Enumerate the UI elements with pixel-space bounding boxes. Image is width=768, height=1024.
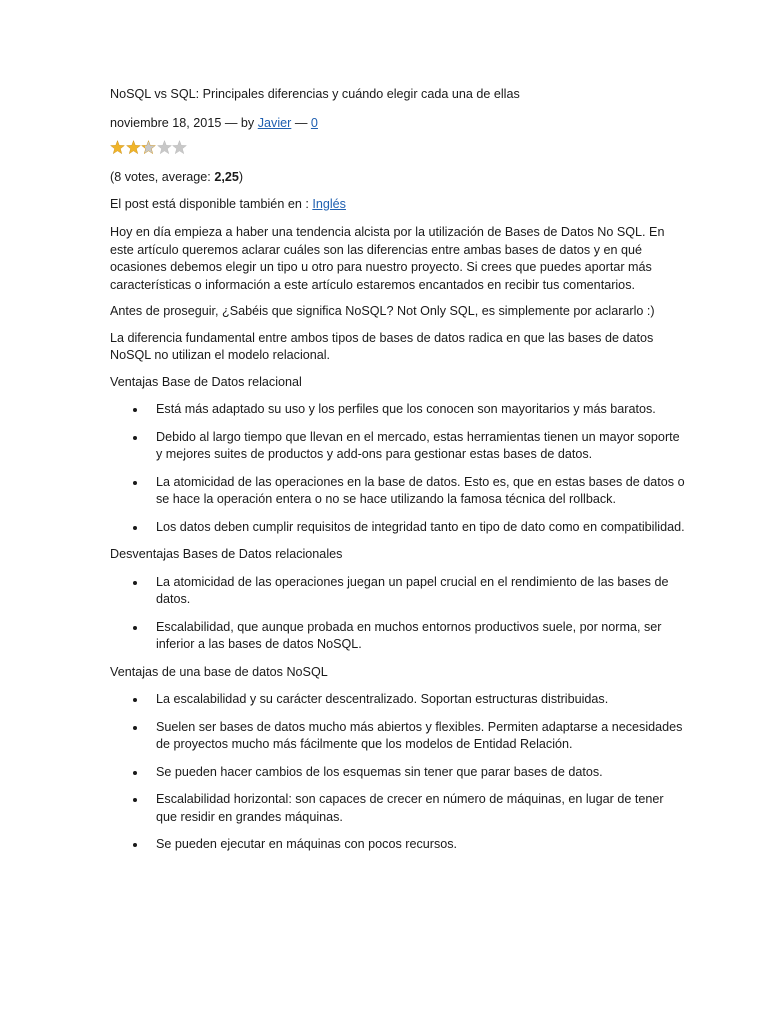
star-rating[interactable] <box>110 140 688 156</box>
section-heading: Desventajas Bases de Datos relacionales <box>110 547 343 561</box>
intro-paragraph: Hoy en día empieza a haber una tendencia alcista por la utilización de Bases de Datos No SQL. En este artículo queremos aclarar cuáles son las diferencias entre ambas bases de datos y en qué ocasiones debemos elegir un tipo u otro para nuestro proyecto. Si crees que puedes aportar más características o información a este artículo estaremos encantados en recibir tus comentarios. <box>110 225 665 292</box>
article-meta <box>110 115 688 133</box>
post-date: noviembre 18, 2015 <box>110 115 222 130</box>
article-title: NoSQL vs SQL: Principales diferencias y cuándo elegir cada una de ellas <box>110 87 520 101</box>
bullet-icon <box>133 771 137 775</box>
list-item: Debido al largo tiempo que llevan en el mercado, estas herramientas tienen un mayor soporte y mejores suites de productos y add-ons para gestionar estas bases de datos. <box>110 429 688 464</box>
list-item: Suelen ser bases de datos mucho más abiertos y flexibles. Permiten adaptarse a necesidades de proyectos mucho más fácilmente que los modelos de Entidad Relación. <box>110 719 688 754</box>
bullet-list <box>110 691 688 854</box>
section-heading: Ventajas de una base de datos NoSQL <box>110 664 328 679</box>
bullet-icon <box>133 626 137 630</box>
bullet-icon <box>133 843 137 847</box>
star-icon[interactable] <box>141 140 156 155</box>
bullet-icon <box>133 798 137 802</box>
bullet-icon <box>133 581 137 585</box>
language-english-link[interactable]: Inglés <box>312 196 346 211</box>
intro-paragraph: La diferencia fundamental entre ambos tipos de bases de datos radica en que las bases de datos NoSQL no utilizan el modelo relacional. <box>110 330 654 362</box>
star-icon[interactable] <box>126 140 141 155</box>
star-icon[interactable] <box>172 140 187 155</box>
list-item: Escalabilidad horizontal: son capaces de crecer en número de máquinas, en lugar de tener que residir en grandes máquinas. <box>110 791 688 826</box>
author-link[interactable]: Javier <box>257 115 292 130</box>
bullet-icon <box>133 526 137 530</box>
list-item: Se pueden ejecutar en máquinas con pocos recursos. <box>110 836 688 854</box>
section-heading: Ventajas Base de Datos relacional <box>110 374 302 389</box>
list-item: Los datos deben cumplir requisitos de integridad tanto en tipo de dato como en compatibilidad. <box>110 519 688 537</box>
bullet-list <box>110 574 688 654</box>
votes-summary: (8 votes, average: 2,25) <box>110 170 244 184</box>
list-item: Escalabilidad, que aunque probada en muchos entornos productivos suele, por norma, ser inferior a las bases de datos NoSQL. <box>110 619 688 654</box>
comments-count-link[interactable]: 0 <box>310 115 318 130</box>
bullet-icon <box>133 408 137 412</box>
list-item: Está más adaptado su uso y los perfiles que los conocen son mayoritarios y más baratos. <box>110 401 688 419</box>
list-item: La atomicidad de las operaciones en la base de datos. Esto es, que en estas bases de datos o se hace la operación entera o no se hace utilizando la famosa técnica del rollback. <box>110 474 688 509</box>
bullet-icon <box>133 698 137 702</box>
star-icon[interactable] <box>157 140 172 155</box>
bullet-list <box>110 401 688 536</box>
bullet-icon <box>133 726 137 730</box>
star-icon[interactable] <box>110 140 125 155</box>
list-item: La atomicidad de las operaciones juegan un papel crucial en el rendimiento de las bases de datos. <box>110 574 688 609</box>
meta-separator: — <box>291 115 311 130</box>
list-item: La escalabilidad y su carácter descentralizado. Soportan estructuras distribuidas. <box>110 691 688 709</box>
average-rating: 2,25 <box>214 170 239 184</box>
list-item: Se pueden hacer cambios de los esquemas sin tener que parar bases de datos. <box>110 764 688 782</box>
intro-paragraph: Antes de proseguir, ¿Sabéis que significa NoSQL? Not Only SQL, es simplemente por aclararlo :) <box>110 304 655 318</box>
meta-separator: — by <box>221 115 258 130</box>
language-availability: El post está disponible también en : Inglés <box>110 196 346 211</box>
bullet-icon <box>133 481 137 485</box>
bullet-icon <box>133 436 137 440</box>
